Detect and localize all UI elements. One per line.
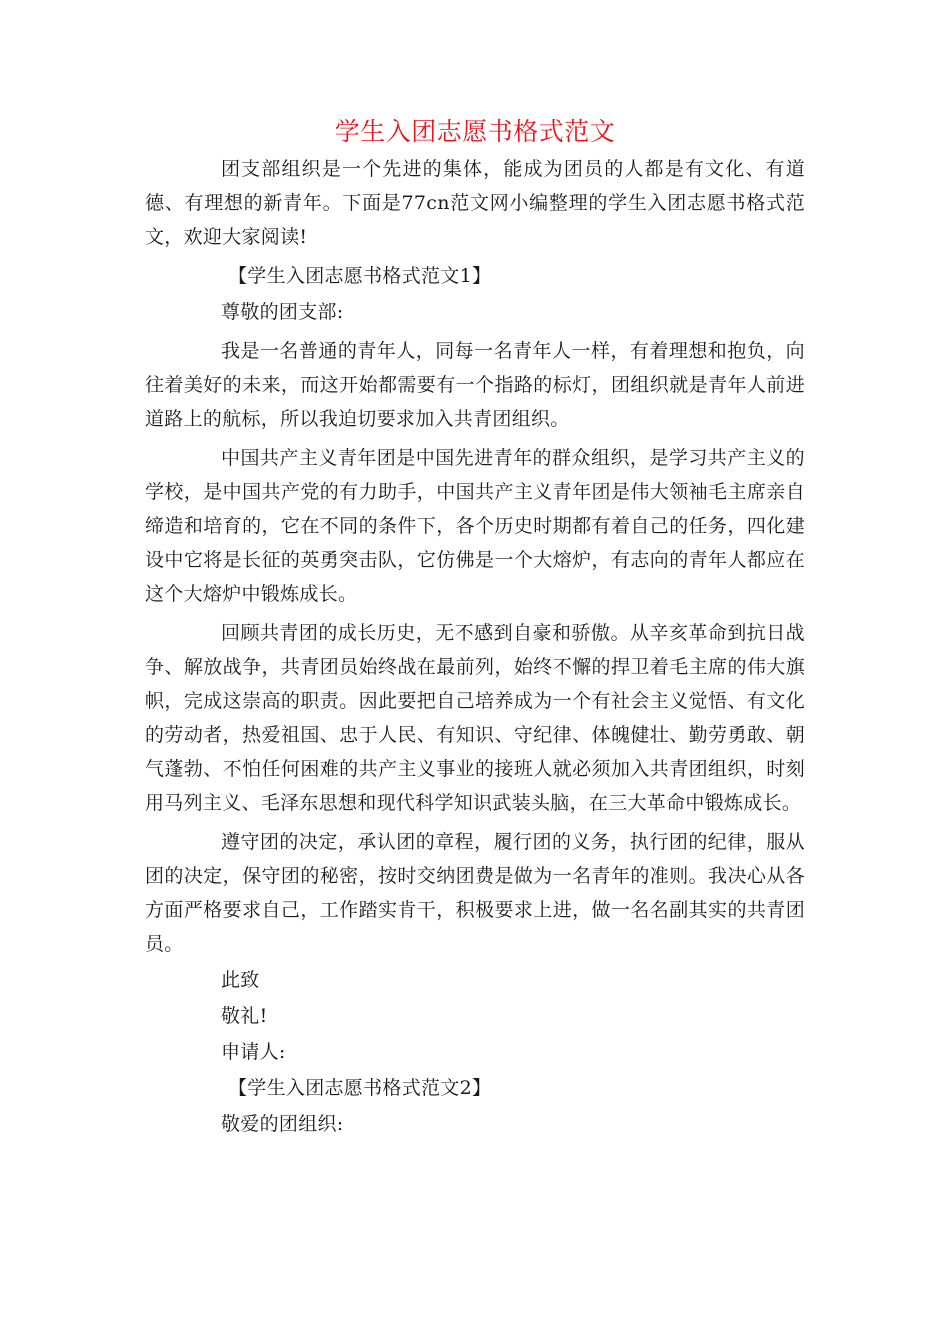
salutation-2: 敬爱的团组织:	[221, 1113, 344, 1135]
closing-line-2: 敬礼!	[221, 1005, 268, 1027]
closing-line-1: 此致	[221, 969, 260, 991]
intro-paragraph: 团支部组织是一个先进的集体，能成为团员的人都是有文化、有道德、有理想的新青年。下面是77cn范文网小编整理的学生入团志愿书格式范文，欢迎大家阅读!	[145, 158, 805, 248]
section-heading-1: 【学生入团志愿书格式范文1】	[228, 265, 492, 287]
document-title: 学生入团志愿书格式范文	[334, 117, 616, 146]
body-paragraph-4: 遵守团的决定，承认团的章程，履行团的义务，执行团的纪律，服从团的决定，保守团的秘密，按时交纳团费是做为一名青年的准则。我决心从各方面严格要求自己，工作踏实肯干，积极要求上进，做一名名副其实的共青团员。	[145, 831, 805, 955]
body-paragraph-3: 回顾共青团的成长历史，无不感到自豪和骄傲。从辛亥革命到抗日战争、解放战争，共青团员始终战在最前列，始终不懈的捍卫着毛主席的伟大旗帜，完成这崇高的职责。因此要把自己培养成为一个有社会主义觉悟、有文化的劳动者，热爱祖国、忠于人民、有知识、守纪律、体魄健壮、勤劳勇敢、朝气蓬勃、不怕任何困难的共产主义事业的接班人就必须加入共青团组织，时刻用马列主义、毛泽东思想和现代科学知识武装头脑，在三大革命中锻炼成长。	[145, 622, 805, 814]
section-heading-2: 【学生入团志愿书格式范文2】	[228, 1077, 492, 1099]
body-paragraph-1: 我是一名普通的青年人，同每一名青年人一样，有着理想和抱负，向往着美好的未来，而这开始都需要有一个指路的标灯，团组织就是青年人前进道路上的航标，所以我迫切要求加入共青团组织。	[145, 340, 805, 430]
salutation-1: 尊敬的团支部:	[221, 301, 344, 323]
body-paragraph-2: 中国共产主义青年团是中国先进青年的群众组织，是学习共产主义的学校，是中国共产党的有力助手，中国共产主义青年团是伟大领袖毛主席亲自缔造和培育的，它在不同的条件下，各个历史时期都有着自己的任务，四化建设中它将是长征的英勇突击队，它仿佛是一个大熔炉，有志向的青年人都应在这个大熔炉中锻炼成长。	[145, 447, 805, 605]
document-body	[145, 152, 805, 1141]
applicant-line: 申请人:	[221, 1041, 286, 1063]
